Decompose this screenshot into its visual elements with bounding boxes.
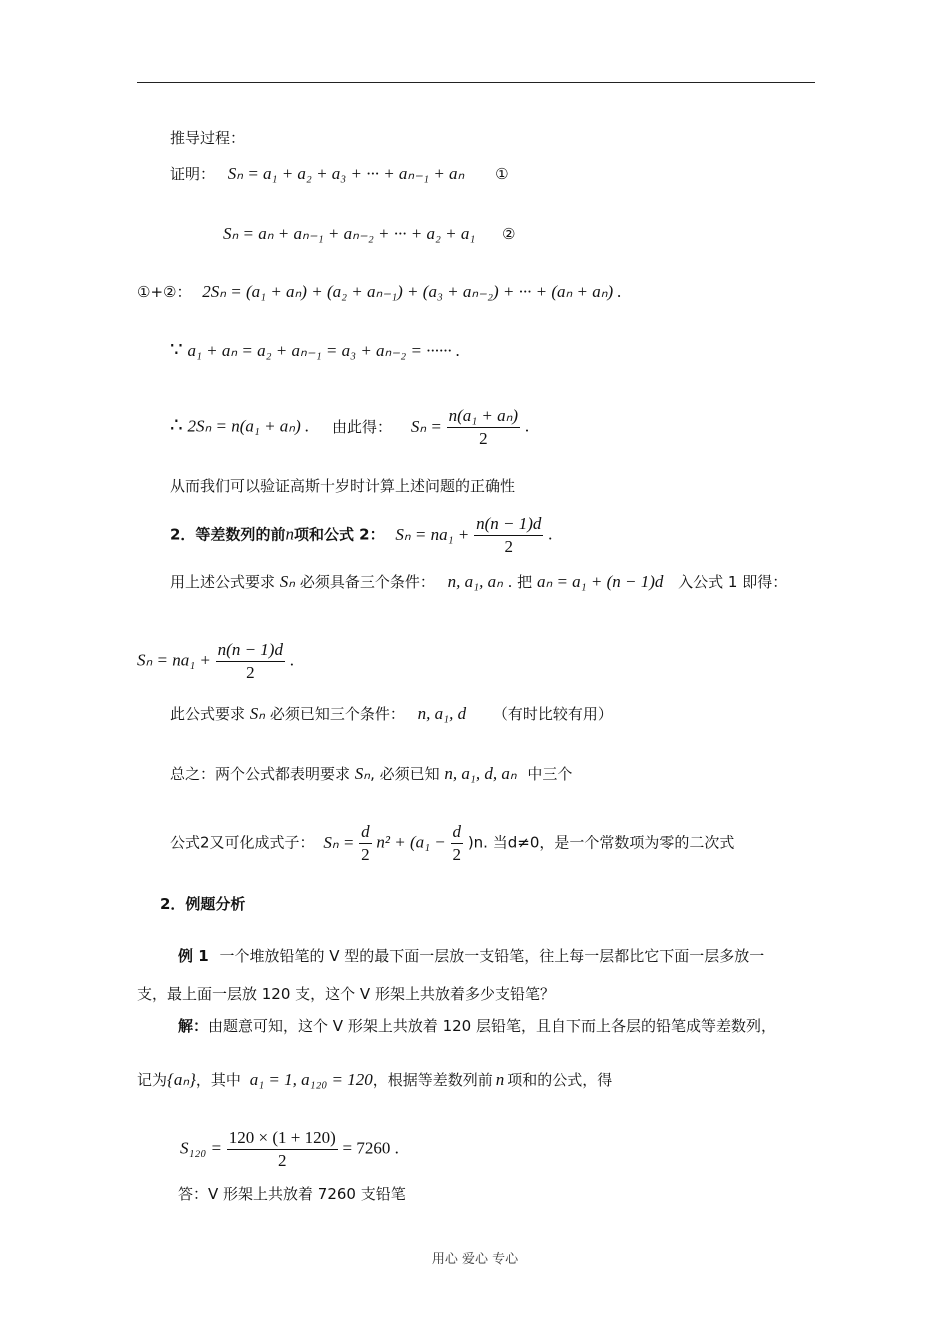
examples-heading: 2．例题分析 (160, 895, 246, 913)
formula2-tail: . (548, 524, 553, 544)
formula2-heading (170, 514, 552, 557)
this-text-1: 此公式要求 (170, 705, 246, 723)
equation-6-fraction (447, 406, 520, 449)
this-conditions: n, a₁, d (417, 704, 467, 723)
summary-line (170, 764, 572, 784)
equation-2-mark: ② (502, 225, 516, 243)
summary-sn: Sₙ (354, 764, 371, 783)
calculation-numerator: 120 × (1 + 120) (227, 1128, 338, 1150)
header-rule (137, 82, 815, 83)
quadratic-fraction-2 (451, 822, 464, 865)
calculation-line (180, 1128, 399, 1171)
proof-label: 证明： (170, 165, 216, 183)
example1-text-a: 一个堆放铅笔的 V 型的最下面一层放一支铅笔，往上每一层都比它下面一层多放一 (219, 947, 765, 965)
quadratic-tail: )n. 当d≠0，是一个常数项为零的二次式 (467, 833, 735, 852)
because-symbol: ∵ (170, 339, 183, 361)
solution-label: 解： (178, 1017, 209, 1035)
solution-line-b (137, 1070, 612, 1090)
equation-1-mark: ① (495, 165, 509, 183)
example1-line-a (178, 946, 764, 966)
result-numerator: n(n − 1)d (216, 640, 285, 662)
quadratic-f1-numerator: d (359, 822, 372, 844)
proof-line-4 (170, 340, 460, 361)
solution-conditions: a₁ = 1, a₁₂₀ = 120 (249, 1070, 373, 1089)
sum-label: ①+②： (137, 283, 192, 301)
this-text-2: 必须已知三个条件： (269, 705, 405, 723)
therefore-symbol: ∴ (170, 414, 183, 437)
requirement-line (170, 572, 787, 592)
quadratic-f1-denominator: 2 (361, 845, 370, 864)
quadratic-lhs: Sₙ = (323, 832, 355, 852)
calculation-fraction (227, 1128, 338, 1171)
result-fraction (216, 640, 285, 683)
proof-line-2 (223, 224, 516, 244)
solution-text-a: 由题意可知，这个 V 形架上共放着 120 层铅笔，且自下而上各层的铅笔成等差数列， (208, 1017, 776, 1035)
result-tail: . (289, 650, 294, 670)
solution-sequence: {aₙ} (167, 1070, 196, 1089)
result-lhs: Sₙ = na₁ + (137, 650, 211, 670)
equation-6-lhs: Sₙ = (410, 416, 442, 436)
solution-text-b2: ，其中 (195, 1071, 241, 1089)
solution-n: n (495, 1070, 505, 1089)
result-denominator: 2 (246, 663, 255, 682)
quadratic-f2-numerator: d (451, 822, 464, 844)
equation-6-numerator: n(a₁ + aₙ) (447, 406, 520, 428)
solution-text-b1: 记为 (137, 1071, 168, 1089)
answer-text: 答：V 形架上共放着 7260 支铅笔 (178, 1185, 406, 1203)
equation-6-tail: . (524, 416, 530, 436)
this-sn: Sₙ (249, 704, 266, 723)
formula2-denominator: 2 (504, 537, 513, 556)
requirement-sn: Sₙ (279, 572, 296, 591)
hence-label: 由此得： (332, 417, 393, 436)
requirement-an-formula: aₙ = a₁ + (n − 1)d (536, 572, 664, 591)
proof-line-1 (170, 164, 509, 184)
calculation-denominator: 2 (277, 1151, 287, 1170)
derivation-title: 推导过程： (170, 129, 246, 147)
formula2-title-prefix: 2．等差数列的前 (170, 525, 286, 544)
equation-1: Sₙ = a₁ + a₂ + a₃ + ··· + aₙ₋₁ + aₙ (227, 164, 465, 183)
quadratic-middle: n² + (a₁ − (376, 832, 446, 852)
this-formula-line (170, 704, 613, 724)
page-footer: 用心 爱心 专心 (431, 1252, 519, 1267)
equation-4: a₁ + aₙ = a₂ + aₙ₋₁ = a₃ + aₙ₋₂ = ······ . (187, 341, 461, 360)
calculation-rhs: = 7260 . (342, 1138, 399, 1158)
quadratic-line (170, 822, 734, 865)
quadratic-text-1: 公式2又可化成式子： (170, 833, 315, 852)
formula2-numerator: n(n − 1)d (474, 514, 543, 536)
formula2-title-suffix: 项和公式 2： (293, 525, 385, 544)
equation-2: Sₙ = aₙ + aₙ₋₁ + aₙ₋₂ + ··· + a₂ + a₁ (223, 224, 476, 243)
requirement-conditions: n, a₁, aₙ (447, 572, 503, 591)
requirement-text-2: 必须具备三个条件： (299, 573, 435, 591)
quadratic-f2-denominator: 2 (452, 845, 462, 864)
verify-text: 从而我们可以验证高斯十岁时计算上述问题的正确性 (170, 477, 516, 495)
proof-line-5 (170, 406, 529, 449)
equation-5: 2Sₙ = n(a₁ + aₙ) . (187, 416, 310, 436)
example1-text-b: 支，最上面一层放 120 支，这个 V 形架上共放着多少支铅笔？ (137, 985, 555, 1003)
solution-text-b3: ，根据等差数列前 (372, 1071, 493, 1089)
requirement-text-4: 入公式 1 即得： (678, 573, 788, 591)
example1-label: 例 1 (178, 947, 209, 965)
formula2-lhs: Sₙ = na₁ + (395, 524, 470, 544)
solution-line-a (178, 1016, 776, 1036)
formula2-fraction (474, 514, 543, 557)
summary-text-1: 总之：两个公式都表明要求 (170, 765, 351, 783)
summary-conditions: n, a₁, d, aₙ (444, 764, 517, 783)
summary-text-3: 中三个 (527, 765, 573, 783)
formula2-title-n: n (285, 524, 294, 544)
requirement-text-1: 用上述公式要求 (170, 573, 276, 591)
equation-6-denominator: 2 (479, 429, 488, 448)
quadratic-fraction-1 (359, 822, 372, 865)
summary-text-2: , 必须已知 (370, 765, 440, 783)
proof-line-3 (137, 282, 622, 302)
result-formula-line (137, 640, 294, 683)
equation-3: 2Sₙ = (a₁ + aₙ) + (a₂ + aₙ₋₁) + (a₃ + aₙ₋₂) + ··· + (aₙ + aₙ) . (202, 282, 622, 301)
solution-text-b4: 项和的公式，得 (507, 1071, 613, 1089)
calculation-lhs: S₁₂₀ = (180, 1138, 222, 1158)
this-text-3: （有时比较有用） (492, 705, 613, 723)
requirement-text-3: . 把 (502, 573, 533, 591)
